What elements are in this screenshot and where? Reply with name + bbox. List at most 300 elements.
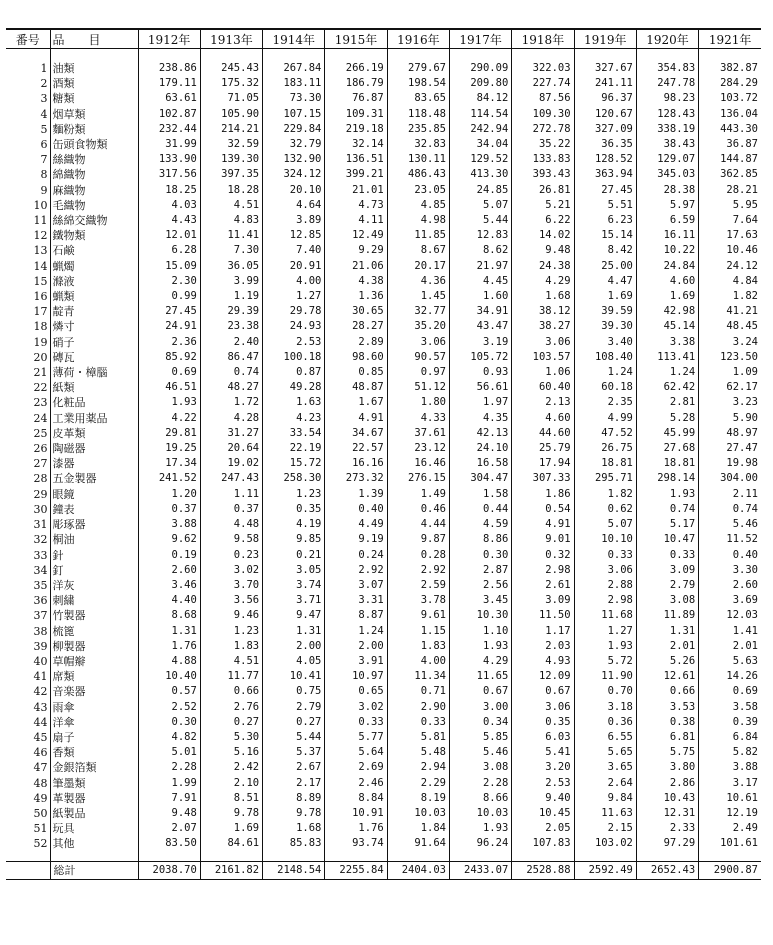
row-value: 5.72	[574, 654, 636, 669]
row-item-name: 洋傘	[50, 715, 138, 730]
row-value: 5.97	[636, 198, 698, 213]
row-value: 12.01	[138, 228, 200, 243]
row-value: 4.22	[138, 411, 200, 426]
row-item-name: 糖類	[50, 91, 138, 106]
row-value: 48.87	[325, 380, 387, 395]
row-value: 4.83	[200, 213, 262, 228]
row-value: 10.22	[636, 243, 698, 258]
row-value: 11.41	[200, 228, 262, 243]
row-value: 0.87	[263, 365, 325, 380]
row-value: 18.25	[138, 183, 200, 198]
row-value: 5.44	[449, 213, 511, 228]
spacer-cell	[200, 852, 262, 862]
row-value: 4.40	[138, 593, 200, 608]
row-value: 10.47	[636, 532, 698, 547]
row-value: 1.23	[200, 624, 262, 639]
row-item-name: 眼鏡	[50, 487, 138, 502]
row-value: 3.18	[574, 700, 636, 715]
row-value: 4.05	[263, 654, 325, 669]
row-value: 4.00	[263, 274, 325, 289]
row-value: 1.69	[574, 289, 636, 304]
row-item-name: 音楽器	[50, 684, 138, 699]
row-value: 27.45	[138, 304, 200, 319]
row-value: 2.92	[325, 563, 387, 578]
row-value: 397.35	[200, 167, 262, 182]
row-value: 44.60	[512, 426, 574, 441]
row-value: 1.67	[325, 395, 387, 410]
row-value: 0.23	[200, 548, 262, 563]
row-value: 2.59	[387, 578, 449, 593]
row-value: 3.88	[699, 760, 761, 775]
row-value: 0.74	[200, 365, 262, 380]
row-value: 17.94	[512, 456, 574, 471]
row-value: 2.01	[636, 639, 698, 654]
row-value: 258.30	[263, 471, 325, 486]
row-value: 35.22	[512, 137, 574, 152]
row-value: 114.54	[449, 107, 511, 122]
row-value: 5.26	[636, 654, 698, 669]
total-label: 総計	[50, 861, 138, 879]
total-value: 2652.43	[636, 861, 698, 879]
row-value: 4.00	[387, 654, 449, 669]
row-value: 4.29	[449, 654, 511, 669]
spacer-cell	[387, 49, 449, 62]
row-number: 5	[40, 122, 48, 136]
row-value: 2.05	[512, 821, 574, 836]
spacer-cell	[325, 49, 387, 62]
row-value: 3.06	[387, 335, 449, 350]
row-item-name: 筆墨類	[50, 776, 138, 791]
spacer-cell	[263, 49, 325, 62]
row-number: 4	[40, 107, 48, 121]
row-value: 183.11	[263, 76, 325, 91]
row-number: 27	[33, 457, 48, 471]
row-value: 108.40	[574, 350, 636, 365]
row-value: 0.62	[574, 502, 636, 517]
row-value: 4.60	[512, 411, 574, 426]
row-value: 0.27	[263, 715, 325, 730]
row-value: 31.27	[200, 426, 262, 441]
row-value: 144.87	[699, 152, 761, 167]
row-value: 3.17	[699, 776, 761, 791]
row-value: 247.43	[200, 471, 262, 486]
row-number: 18	[33, 320, 48, 334]
row-value: 2.92	[387, 563, 449, 578]
row-value: 4.60	[636, 274, 698, 289]
row-number: 12	[33, 229, 48, 243]
row-value: 3.31	[325, 593, 387, 608]
row-number: 36	[33, 594, 48, 608]
row-value: 24.12	[699, 259, 761, 274]
row-value: 3.02	[325, 700, 387, 715]
table-row	[6, 745, 761, 760]
row-value: 1.82	[574, 487, 636, 502]
table-row	[6, 836, 761, 851]
total-value: 2404.03	[387, 861, 449, 879]
row-value: 2.56	[449, 578, 511, 593]
row-value: 4.82	[138, 730, 200, 745]
row-value: 24.84	[636, 259, 698, 274]
row-value: 1.69	[200, 821, 262, 836]
row-item-name: 化粧品	[50, 395, 138, 410]
row-number: 45	[33, 730, 48, 744]
row-value: 0.71	[387, 684, 449, 699]
spacer-cell	[574, 852, 636, 862]
row-value: 14.26	[699, 669, 761, 684]
row-value: 103.57	[512, 350, 574, 365]
row-value: 12.31	[636, 806, 698, 821]
header-number: 番号	[6, 29, 50, 49]
row-value: 136.51	[325, 152, 387, 167]
row-value: 103.02	[574, 836, 636, 851]
row-value: 2.00	[263, 639, 325, 654]
row-value: 2.60	[699, 578, 761, 593]
row-value: 32.59	[200, 137, 262, 152]
row-value: 84.61	[200, 836, 262, 851]
row-value: 47.52	[574, 426, 636, 441]
row-value: 27.47	[699, 441, 761, 456]
row-item-name: 毛織物	[50, 198, 138, 213]
row-number: 42	[33, 685, 48, 699]
row-number: 16	[33, 290, 48, 304]
row-value: 1.36	[325, 289, 387, 304]
row-value: 6.81	[636, 730, 698, 745]
row-value: 5.90	[699, 411, 761, 426]
row-value: 1.24	[574, 365, 636, 380]
row-value: 12.83	[449, 228, 511, 243]
table-row	[6, 502, 761, 517]
row-value: 6.22	[512, 213, 574, 228]
table-row	[6, 791, 761, 806]
row-value: 10.41	[263, 669, 325, 684]
row-value: 3.56	[200, 593, 262, 608]
table-row	[6, 395, 761, 410]
row-value: 8.66	[449, 791, 511, 806]
row-value: 3.08	[636, 593, 698, 608]
row-value: 5.82	[699, 745, 761, 760]
row-value: 5.01	[138, 745, 200, 760]
table-row	[6, 91, 761, 106]
row-value: 327.09	[574, 122, 636, 137]
row-value: 12.03	[699, 608, 761, 623]
row-value: 1.45	[387, 289, 449, 304]
spacer-cell	[200, 49, 262, 62]
row-value: 2.01	[699, 639, 761, 654]
row-number: 17	[33, 305, 48, 319]
row-item-name: 席類	[50, 669, 138, 684]
table-row	[6, 471, 761, 486]
row-value: 11.50	[512, 608, 574, 623]
row-value: 399.21	[325, 167, 387, 182]
table-row	[6, 684, 761, 699]
spacer-cell	[6, 852, 50, 862]
row-value: 12.61	[636, 669, 698, 684]
row-value: 4.59	[449, 517, 511, 532]
row-value: 5.21	[512, 198, 574, 213]
row-value: 1.93	[449, 821, 511, 836]
table-row	[6, 776, 761, 791]
row-value: 1.20	[138, 487, 200, 502]
total-value: 2148.54	[263, 861, 325, 879]
table-row	[6, 760, 761, 775]
table-row	[6, 548, 761, 563]
row-value: 7.30	[200, 243, 262, 258]
row-value: 19.25	[138, 441, 200, 456]
row-value: 5.51	[574, 198, 636, 213]
row-value: 2.60	[138, 563, 200, 578]
row-value: 1.23	[263, 487, 325, 502]
table-row	[6, 654, 761, 669]
row-value: 9.29	[325, 243, 387, 258]
row-value: 113.41	[636, 350, 698, 365]
table-row	[6, 532, 761, 547]
row-value: 4.43	[138, 213, 200, 228]
row-item-name: 硝子	[50, 335, 138, 350]
row-item-name: 鐘表	[50, 502, 138, 517]
row-value: 2.61	[512, 578, 574, 593]
row-value: 2.10	[200, 776, 262, 791]
header-item: 品 目	[50, 29, 138, 49]
row-value: 118.48	[387, 107, 449, 122]
row-value: 4.91	[325, 411, 387, 426]
row-value: 354.83	[636, 61, 698, 76]
row-number: 14	[33, 259, 48, 273]
row-value: 0.19	[138, 548, 200, 563]
row-value: 1.99	[138, 776, 200, 791]
row-value: 443.30	[699, 122, 761, 137]
row-value: 11.85	[387, 228, 449, 243]
row-value: 4.98	[387, 213, 449, 228]
header-year: 1917年	[449, 29, 511, 49]
row-value: 20.91	[263, 259, 325, 274]
row-value: 11.65	[449, 669, 511, 684]
row-value: 1.93	[138, 395, 200, 410]
row-value: 12.19	[699, 806, 761, 821]
row-value: 363.94	[574, 167, 636, 182]
row-value: 34.91	[449, 304, 511, 319]
total-number-cell	[6, 861, 50, 879]
row-item-name: 竹製器	[50, 608, 138, 623]
row-item-name: 香類	[50, 745, 138, 760]
row-value: 12.09	[512, 669, 574, 684]
row-value: 5.77	[325, 730, 387, 745]
spacer-cell	[512, 49, 574, 62]
row-number: 34	[33, 563, 48, 577]
row-value: 20.64	[200, 441, 262, 456]
row-value: 1.76	[138, 639, 200, 654]
row-value: 34.67	[325, 426, 387, 441]
row-value: 1.17	[512, 624, 574, 639]
row-value: 11.52	[699, 532, 761, 547]
row-value: 1.80	[387, 395, 449, 410]
row-value: 9.48	[512, 243, 574, 258]
header-year: 1918年	[512, 29, 574, 49]
row-value: 2.79	[636, 578, 698, 593]
row-value: 304.00	[699, 471, 761, 486]
row-value: 85.83	[263, 836, 325, 851]
row-value: 2.30	[138, 274, 200, 289]
row-value: 38.43	[636, 137, 698, 152]
row-value: 23.12	[387, 441, 449, 456]
header-row	[6, 29, 761, 49]
row-value: 2.29	[387, 776, 449, 791]
total-value: 2900.87	[699, 861, 761, 879]
table-row	[6, 578, 761, 593]
row-value: 11.68	[574, 608, 636, 623]
row-value: 219.18	[325, 122, 387, 137]
row-value: 2.64	[574, 776, 636, 791]
row-value: 32.83	[387, 137, 449, 152]
row-item-name: 麵粉類	[50, 122, 138, 137]
row-value: 24.38	[512, 259, 574, 274]
row-value: 3.08	[449, 760, 511, 775]
row-value: 28.38	[636, 183, 698, 198]
row-value: 60.40	[512, 380, 574, 395]
row-value: 15.72	[263, 456, 325, 471]
row-value: 21.97	[449, 259, 511, 274]
table-row	[6, 304, 761, 319]
table-row	[6, 411, 761, 426]
row-value: 4.73	[325, 198, 387, 213]
row-value: 36.87	[699, 137, 761, 152]
row-value: 0.38	[636, 715, 698, 730]
row-value: 2.28	[449, 776, 511, 791]
spacer-cell	[636, 49, 698, 62]
spacer-cell	[387, 852, 449, 862]
row-value: 3.71	[263, 593, 325, 608]
row-value: 38.12	[512, 304, 574, 319]
row-number: 24	[33, 411, 48, 425]
row-value: 3.69	[699, 593, 761, 608]
row-number: 21	[33, 366, 48, 380]
spacer-cell	[325, 852, 387, 862]
row-number: 39	[33, 639, 48, 653]
row-value: 3.65	[574, 760, 636, 775]
row-value: 1.83	[200, 639, 262, 654]
row-value: 2.42	[200, 760, 262, 775]
row-item-name: 蝋類	[50, 289, 138, 304]
row-number: 48	[33, 776, 48, 790]
row-value: 5.37	[263, 745, 325, 760]
row-value: 298.14	[636, 471, 698, 486]
row-value: 5.95	[699, 198, 761, 213]
row-value: 5.75	[636, 745, 698, 760]
row-value: 51.12	[387, 380, 449, 395]
row-value: 105.90	[200, 107, 262, 122]
spacer-cell	[263, 852, 325, 862]
spacer-cell	[636, 852, 698, 862]
row-value: 9.85	[263, 532, 325, 547]
row-value: 10.91	[325, 806, 387, 821]
row-value: 18.81	[636, 456, 698, 471]
row-value: 1.97	[449, 395, 511, 410]
row-value: 1.11	[200, 487, 262, 502]
row-item-name: 缶頭食物類	[50, 137, 138, 152]
row-value: 241.52	[138, 471, 200, 486]
row-value: 8.51	[200, 791, 262, 806]
row-number: 38	[33, 624, 48, 638]
row-number: 41	[33, 670, 48, 684]
table-row	[6, 669, 761, 684]
row-value: 1.10	[449, 624, 511, 639]
row-value: 56.61	[449, 380, 511, 395]
row-value: 304.47	[449, 471, 511, 486]
row-value: 1.58	[449, 487, 511, 502]
row-value: 5.41	[512, 745, 574, 760]
row-value: 267.84	[263, 61, 325, 76]
row-value: 91.64	[387, 836, 449, 851]
table-row	[6, 76, 761, 91]
row-value: 1.60	[449, 289, 511, 304]
row-value: 4.45	[449, 274, 511, 289]
row-value: 93.74	[325, 836, 387, 851]
row-item-name: 玩具	[50, 821, 138, 836]
row-value: 15.14	[574, 228, 636, 243]
row-value: 10.61	[699, 791, 761, 806]
row-value: 9.40	[512, 791, 574, 806]
row-value: 0.32	[512, 548, 574, 563]
row-value: 4.35	[449, 411, 511, 426]
row-value: 307.33	[512, 471, 574, 486]
row-item-name: 綿織物	[50, 167, 138, 182]
row-value: 24.85	[449, 183, 511, 198]
row-item-name: 紙製品	[50, 806, 138, 821]
row-value: 133.83	[512, 152, 574, 167]
row-value: 0.65	[325, 684, 387, 699]
row-value: 8.84	[325, 791, 387, 806]
row-value: 3.30	[699, 563, 761, 578]
row-value: 1.31	[263, 624, 325, 639]
row-number: 37	[33, 609, 48, 623]
row-value: 7.40	[263, 243, 325, 258]
row-value: 120.67	[574, 107, 636, 122]
row-value: 62.17	[699, 380, 761, 395]
row-value: 486.43	[387, 167, 449, 182]
row-value: 9.48	[138, 806, 200, 821]
row-value: 3.78	[387, 593, 449, 608]
row-value: 32.77	[387, 304, 449, 319]
table-row	[6, 715, 761, 730]
row-value: 0.66	[636, 684, 698, 699]
table-row	[6, 335, 761, 350]
commodity-table	[6, 28, 761, 880]
row-value: 232.44	[138, 122, 200, 137]
endspacer-row	[6, 852, 761, 862]
row-value: 20.17	[387, 259, 449, 274]
row-value: 10.03	[387, 806, 449, 821]
table-row	[6, 456, 761, 471]
row-value: 179.11	[138, 76, 200, 91]
row-value: 5.46	[699, 517, 761, 532]
row-item-name: 燐寸	[50, 319, 138, 334]
row-item-name: 紙類	[50, 380, 138, 395]
spacer-cell	[6, 49, 50, 62]
row-value: 107.15	[263, 107, 325, 122]
row-value: 1.84	[387, 821, 449, 836]
row-number: 23	[33, 396, 48, 410]
spacer-cell	[50, 852, 138, 862]
row-item-name: 陶磁器	[50, 441, 138, 456]
row-value: 26.75	[574, 441, 636, 456]
row-value: 2.13	[512, 395, 574, 410]
row-value: 2.03	[512, 639, 574, 654]
row-number: 3	[40, 92, 48, 106]
row-value: 382.87	[699, 61, 761, 76]
header-year: 1912年	[138, 29, 200, 49]
row-value: 5.63	[699, 654, 761, 669]
row-item-name: 磚瓦	[50, 350, 138, 365]
row-item-name: 五金製器	[50, 471, 138, 486]
